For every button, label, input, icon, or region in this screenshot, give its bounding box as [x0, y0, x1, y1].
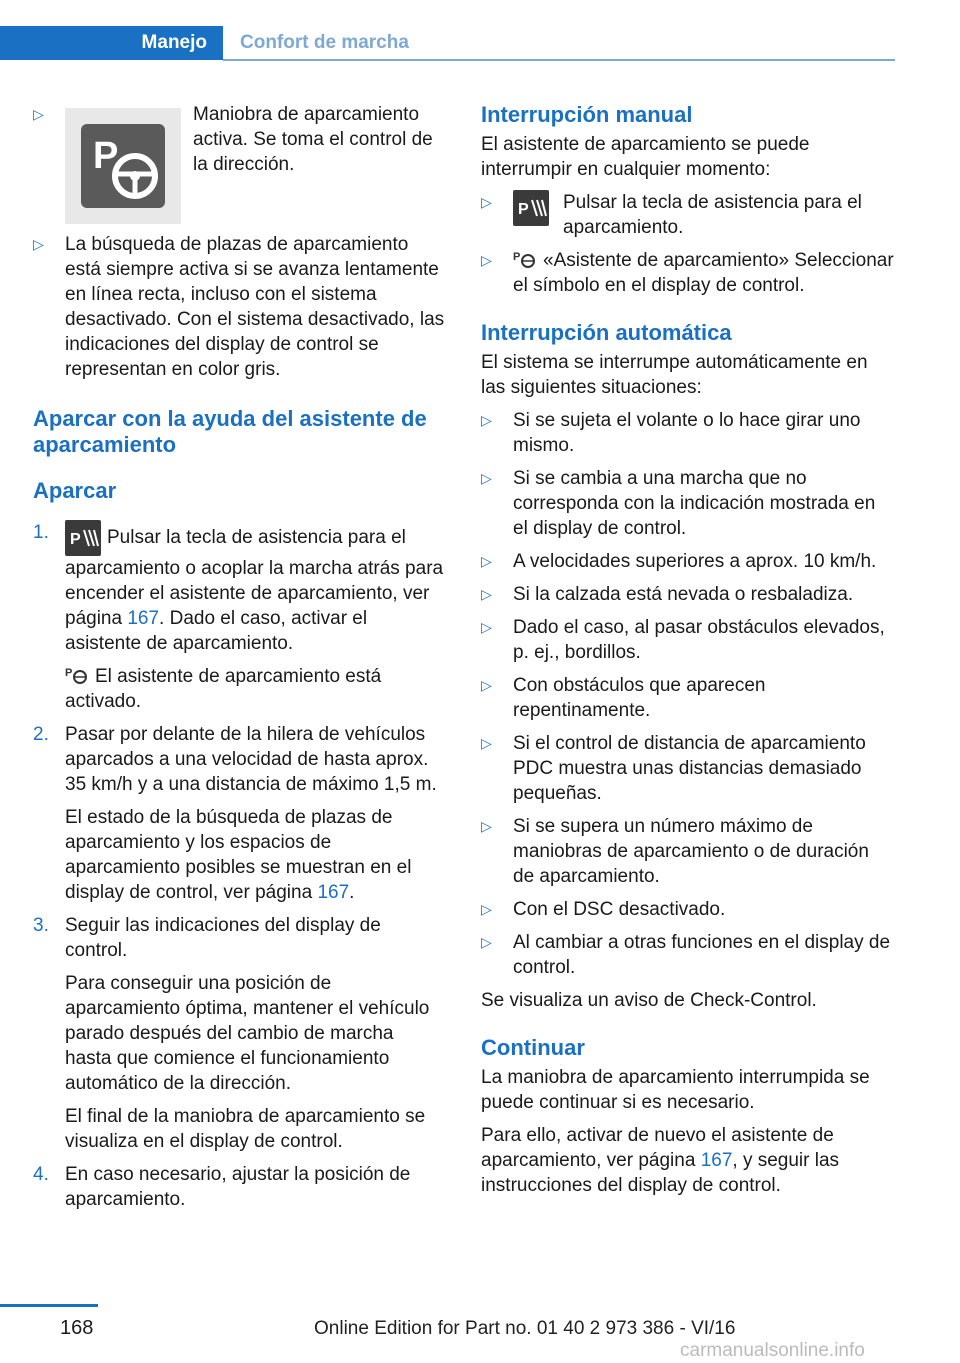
- svg-text:P: P: [518, 201, 529, 218]
- step-note: [65, 664, 445, 714]
- list-item: [481, 408, 895, 458]
- list-item: [481, 248, 895, 298]
- bullet-text: «Asistente de aparcamiento» Seleccionar el símbolo en el display de control.: [513, 250, 894, 296]
- auto-bullet-list: [481, 408, 895, 980]
- list-item: [481, 615, 895, 665]
- svg-text:P: P: [65, 667, 73, 679]
- bullet-marker: ▷: [481, 252, 492, 268]
- step-note-text: El asistente de aparcamiento está activado.: [65, 666, 382, 712]
- step-number: 3.: [33, 915, 49, 936]
- manual-interruption-title: Interrupción manual: [481, 102, 693, 127]
- step-extra: Para conseguir una posición de aparcamiento óptima, mantener el vehículo parado después del cambio de marcha hasta que comience el funcionamiento automático de la dirección.: [65, 973, 430, 1094]
- bullet-text: Maniobra de aparcamiento activa. Se toma el control de la dirección.: [193, 104, 433, 175]
- tab-confort-de-marcha[interactable]: Confort de marcha: [240, 32, 409, 53]
- step-number: 4.: [33, 1164, 49, 1185]
- manual-intro: El asistente de aparcamiento se puede interrumpir en cualquier momento:: [481, 134, 810, 180]
- step-1: [33, 520, 445, 714]
- bullet-marker: ▷: [481, 934, 492, 950]
- continue-text: Para ello, activar de nuevo el asistente de aparcamiento, ver página: [481, 1125, 834, 1171]
- step-text: En caso necesario, ajustar la posición de aparcamiento.: [65, 1164, 411, 1210]
- page-number: 168: [60, 1317, 94, 1339]
- list-item: [481, 731, 895, 806]
- list-item: [481, 466, 895, 541]
- svg-text:P: P: [513, 251, 521, 263]
- bullet-marker: ▷: [33, 236, 44, 252]
- bullet-marker: ▷: [481, 901, 492, 917]
- step-text: . Dado el caso, activar el asistente de aparcamiento.: [65, 608, 368, 654]
- page-link[interactable]: 167: [127, 608, 160, 629]
- bullet-text: Si el control de distancia de aparcamiento PDC muestra unas distancias demasiado pequeñas.: [513, 733, 866, 804]
- list-item: [33, 232, 445, 382]
- parking-steering-icon: [65, 108, 181, 224]
- step-extra-text: El estado de la búsqueda de plazas de aparcamiento y los espacios de aparcamiento posibles se muestran en el display de control, ver página: [65, 807, 412, 903]
- page-link[interactable]: 167: [700, 1150, 733, 1171]
- bullet-marker: ▷: [481, 735, 492, 751]
- bullet-text: La búsqueda de plazas de aparcamiento está siempre activa si se avanza lentamente en línea recta, incluso con el sistema desactivado. Con el sistema desactivado, las indicaciones del display de control se representan en color gris.: [65, 234, 445, 380]
- bullet-marker: ▷: [481, 553, 492, 569]
- bullet-marker: ▷: [481, 412, 492, 428]
- step-text: Pasar por delante de la hilera de vehículos aparcados a una velocidad de hasta aprox. 35 km/h y a una distancia de máximo 1,5 m.: [65, 724, 437, 795]
- bullet-text: Si se sujeta el volante o lo hace girar uno mismo.: [513, 410, 861, 456]
- step-number: 2.: [33, 724, 49, 745]
- bullet-text: Pulsar la tecla de asistencia para el aparcamiento.: [563, 192, 862, 238]
- list-item: [481, 582, 895, 607]
- tab-manejo[interactable]: Manejo: [0, 26, 223, 60]
- svg-text:P: P: [70, 531, 81, 548]
- bullet-marker: ▷: [481, 194, 492, 210]
- list-item: [481, 673, 895, 723]
- footer-rule: [0, 1304, 98, 1307]
- auto-after: Se visualiza un aviso de Check-Control.: [481, 990, 817, 1011]
- watermark: carmanualsonline.info: [680, 1340, 865, 1361]
- continue-title: Continuar: [481, 1035, 585, 1060]
- left-column: [33, 102, 445, 1220]
- bullet-marker: ▷: [481, 586, 492, 602]
- parking-steering-small-icon: [513, 249, 537, 269]
- continue-p2: [481, 1123, 895, 1198]
- auto-interruption-title: Interrupción automática: [481, 320, 732, 345]
- bullet-text: A velocidades superiores a aprox. 10 km/h.: [513, 551, 877, 572]
- bullet-text: Con el DSC desactivado.: [513, 899, 726, 920]
- subsection-title: Aparcar: [33, 478, 117, 503]
- edition-text: Online Edition for Part no. 01 40 2 973 386 - VI/16: [314, 1318, 736, 1339]
- header-rule: [223, 59, 895, 61]
- continue-p1: La maniobra de aparcamiento interrumpida se puede continuar si es necesario.: [481, 1067, 870, 1113]
- header-tabbar: [0, 26, 895, 62]
- svg-text:P: P: [93, 135, 119, 177]
- right-column: [481, 102, 895, 1206]
- section-title: Aparcar con la ayuda del asistente de aparcamiento: [33, 406, 427, 457]
- parking-assist-button-icon: [65, 520, 101, 556]
- step-3: [33, 913, 445, 1154]
- bullet-text: Al cambiar a otras funciones en el display de control.: [513, 932, 891, 978]
- bullet-text: Si se cambia a una marcha que no corresponda con la indicación mostrada en el display de control.: [513, 468, 876, 539]
- bullet-marker: ▷: [481, 619, 492, 635]
- list-item: [481, 814, 895, 889]
- step-text: Pulsar la tecla de asistencia para el aparcamiento o acoplar la marcha atrás para encender el asistente de aparcamiento, ver página: [65, 527, 444, 629]
- step-text: Seguir las indicaciones del display de control.: [65, 915, 381, 961]
- bullet-text: Si se supera un número máximo de maniobras de aparcamiento o de duración de aparcamiento.: [513, 816, 869, 887]
- bullet-marker: ▷: [481, 818, 492, 834]
- list-item: [481, 897, 895, 922]
- step-4: [33, 1162, 445, 1212]
- parking-assist-button-icon: [513, 190, 549, 226]
- bullet-marker: ▷: [481, 677, 492, 693]
- continue-text: , y seguir las instrucciones del display de control.: [481, 1150, 840, 1196]
- list-item: [33, 102, 445, 222]
- step-extra-text: .: [349, 882, 355, 903]
- page-link[interactable]: 167: [317, 882, 350, 903]
- list-item: [481, 549, 895, 574]
- parking-steering-small-icon: [65, 665, 89, 685]
- bullet-marker: ▷: [33, 106, 44, 122]
- bullet-text: Si la calzada está nevada o resbaladiza.: [513, 584, 854, 605]
- step-extra: [65, 805, 445, 905]
- list-item: [481, 190, 895, 240]
- bullet-text: Con obstáculos que aparecen repentinamente.: [513, 675, 766, 721]
- step-2: [33, 722, 445, 905]
- list-item: [481, 930, 895, 980]
- bullet-marker: ▷: [481, 470, 492, 486]
- auto-intro: El sistema se interrumpe automáticamente en las siguientes situaciones:: [481, 352, 868, 398]
- bullet-text: Dado el caso, al pasar obstáculos elevados, p. ej., bordillos.: [513, 617, 885, 663]
- step-number: 1.: [33, 522, 49, 543]
- step-extra: El final de la maniobra de aparcamiento se visualiza en el display de control.: [65, 1106, 426, 1152]
